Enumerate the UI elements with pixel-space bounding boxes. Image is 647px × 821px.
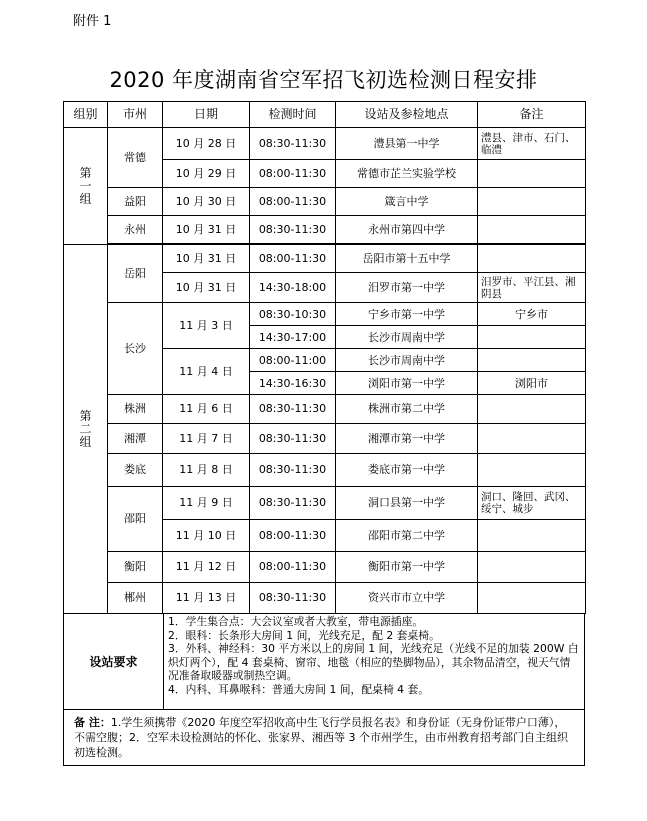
site-cell: 长沙市周南中学 — [336, 349, 478, 372]
remark-cell — [478, 582, 586, 613]
date-cell: 10 月 30 日 — [163, 188, 250, 216]
site-cell: 邵阳市第二中学 — [336, 519, 478, 551]
time-cell: 08:30-11:30 — [250, 582, 336, 613]
site-cell: 洞口县第一中学 — [336, 486, 478, 519]
station-requirements — [63, 613, 585, 710]
schedule-table — [63, 101, 586, 614]
date-cell: 11 月 13 日 — [163, 582, 250, 613]
remark-cell — [478, 551, 586, 582]
time-cell: 08:30-10:30 — [250, 303, 336, 326]
requirement-item: 4．内科、耳鼻喉科：普通大房间 1 间，配桌椅 4 套。 — [168, 682, 430, 696]
table-row — [64, 245, 586, 273]
time-cell: 14:30-16:30 — [250, 372, 336, 395]
date-cell: 10 月 31 日 — [163, 273, 250, 303]
remark-cell: 浏阳市 — [478, 372, 586, 395]
date-cell: 11 月 4 日 — [163, 349, 250, 395]
time-cell: 08:30-11:30 — [250, 395, 336, 423]
requirements-list — [168, 615, 580, 697]
time-cell: 08:00-11:30 — [250, 245, 336, 273]
site-cell: 长沙市周南中学 — [336, 326, 478, 349]
date-cell: 11 月 9 日 — [163, 486, 250, 519]
table-row — [64, 216, 586, 244]
time-cell: 08:30-11:30 — [250, 453, 336, 486]
site-cell: 浏阳市第一中学 — [336, 372, 478, 395]
site-cell: 湘潭市第一中学 — [336, 423, 478, 453]
remark-cell — [478, 395, 586, 423]
remark-cell — [478, 423, 586, 453]
footer-text: 1.学生须携带《2020 年度空军招收高中生飞行学员报名表》和身份证（无身份证带户口薄），不需空腹；2．空军未设检测站的怀化、张家界、湘西等 3 个市州学生，由市州教育招考部门自主组织初选检测。 — [74, 716, 568, 759]
city-cell: 衡阳 — [108, 551, 163, 582]
city-cell: 长沙 — [108, 303, 163, 395]
requirement-item: 2．眼科：长条形大房间 1 间，光线充足，配 2 套桌椅。 — [168, 628, 440, 642]
city-cell: 湘潭 — [108, 423, 163, 453]
table-row — [64, 551, 586, 582]
date-cell: 10 月 29 日 — [163, 160, 250, 188]
remark-cell — [478, 245, 586, 273]
time-cell: 14:30-17:00 — [250, 326, 336, 349]
table-row — [64, 188, 586, 216]
time-cell: 08:30-11:30 — [250, 486, 336, 519]
time-cell: 14:30-18:00 — [250, 273, 336, 303]
city-cell: 常德 — [108, 128, 163, 188]
time-cell: 08:30-11:30 — [250, 216, 336, 244]
time-cell: 08:00-11:30 — [250, 188, 336, 216]
table-row — [64, 486, 586, 519]
site-cell: 衡阳市第一中学 — [336, 551, 478, 582]
remark-cell — [478, 349, 586, 372]
city-cell: 益阳 — [108, 188, 163, 216]
date-cell: 11 月 8 日 — [163, 453, 250, 486]
site-cell: 宁乡市第一中学 — [336, 303, 478, 326]
page-title: 2020 年度湖南省空军招飞初选检测日程安排 — [109, 68, 538, 92]
city-cell: 永州 — [108, 216, 163, 244]
site-cell: 箴言中学 — [336, 188, 478, 216]
date-cell: 11 月 12 日 — [163, 551, 250, 582]
table-row — [64, 303, 586, 326]
time-cell: 08:00-11:30 — [250, 160, 336, 188]
date-cell: 11 月 3 日 — [163, 303, 250, 349]
time-cell: 08:30-11:30 — [250, 128, 336, 160]
remark-cell: 澧县、津市、石门、临澧 — [478, 128, 586, 160]
city-cell: 郴州 — [108, 582, 163, 613]
table-row — [64, 395, 586, 423]
date-cell: 11 月 6 日 — [163, 395, 250, 423]
remarks-footer — [63, 710, 585, 766]
remark-cell: 宁乡市 — [478, 303, 586, 326]
city-cell: 株洲 — [108, 395, 163, 423]
remark-cell — [478, 326, 586, 349]
date-cell: 11 月 10 日 — [163, 519, 250, 551]
table-row — [64, 582, 586, 613]
date-cell: 10 月 31 日 — [163, 245, 250, 273]
requirement-item: 3．外科、神经科：30 平方米以上的房间 1 间，光线充足（光线不足的加装 200W 白炽灯两个），配 4 套桌椅、窗帘、地毯（相应的垫脚物品），其余物品清空，视天气情况准备取暖器或制热空调。 — [168, 642, 579, 683]
site-cell: 岳阳市第十五中学 — [336, 245, 478, 273]
site-cell: 永州市第四中学 — [336, 216, 478, 244]
city-cell: 娄底 — [108, 453, 163, 486]
remark-cell — [478, 453, 586, 486]
header-group: 组别 — [64, 102, 108, 128]
footer-label: 备 注： — [74, 716, 111, 729]
header-remark: 备注 — [478, 102, 586, 128]
header-time: 检测时间 — [250, 102, 336, 128]
site-cell: 汨罗市第一中学 — [336, 273, 478, 303]
time-cell: 08:00-11:00 — [250, 349, 336, 372]
table-row — [64, 453, 586, 486]
time-cell: 08:00-11:30 — [250, 519, 336, 551]
requirement-item: 1．学生集合点：大会议室或者大教室，带电源插座。 — [168, 615, 424, 628]
site-cell: 资兴市市立中学 — [336, 582, 478, 613]
remark-cell — [478, 188, 586, 216]
site-cell: 澧县第一中学 — [336, 128, 478, 160]
time-cell: 08:30-11:30 — [250, 423, 336, 453]
remark-cell: 洞口、隆回、武冈、绥宁、城步 — [478, 486, 586, 519]
remark-cell — [478, 160, 586, 188]
header-date: 日期 — [163, 102, 250, 128]
time-cell: 08:00-11:30 — [250, 551, 336, 582]
date-cell: 11 月 7 日 — [163, 423, 250, 453]
site-cell: 常德市芷兰实验学校 — [336, 160, 478, 188]
remark-cell — [478, 216, 586, 244]
remark-cell: 汨罗市、平江县、湘阴县 — [478, 273, 586, 303]
date-cell: 10 月 31 日 — [163, 216, 250, 244]
requirements-label: 设站要求 — [64, 613, 164, 709]
header-site: 设站及参检地点 — [336, 102, 478, 128]
table-row — [64, 423, 586, 453]
date-cell: 10 月 28 日 — [163, 128, 250, 160]
attachment-label: 附件 1 — [73, 14, 112, 29]
group-2-cell: 第 二 组 — [64, 245, 108, 614]
remark-cell — [478, 519, 586, 551]
city-cell: 岳阳 — [108, 245, 163, 303]
table-row — [64, 128, 586, 160]
site-cell: 娄底市第一中学 — [336, 453, 478, 486]
header-row — [64, 102, 586, 128]
site-cell: 株洲市第二中学 — [336, 395, 478, 423]
header-city: 市州 — [108, 102, 163, 128]
group-1-cell: 第 一 组 — [64, 128, 108, 245]
city-cell: 邵阳 — [108, 486, 163, 551]
